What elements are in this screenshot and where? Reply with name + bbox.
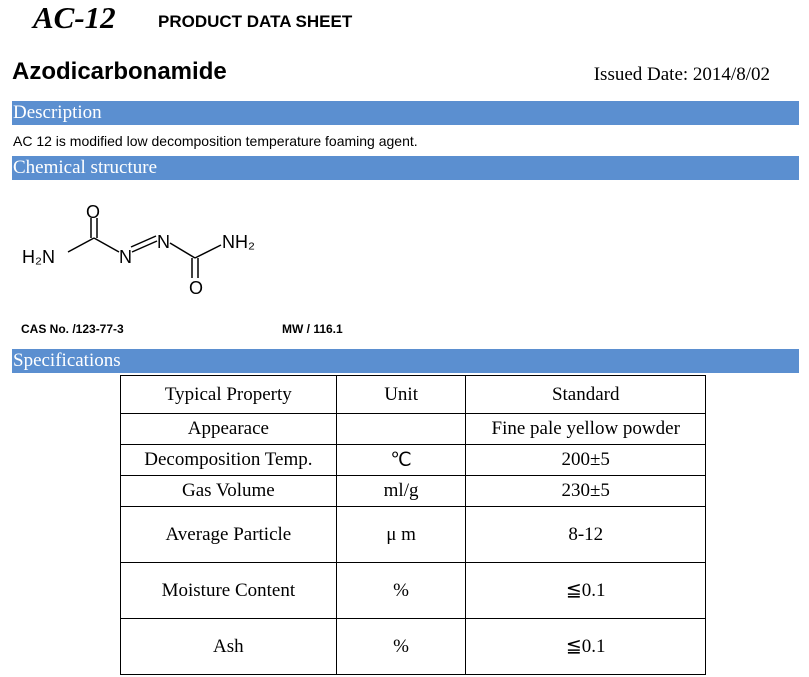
unit-cell [336, 414, 466, 445]
molecular-weight: MW / 116.1 [282, 322, 343, 336]
standard-cell: Fine pale yellow powder [466, 414, 706, 445]
description-text: AC 12 is modified low decomposition temperature foaming agent. [13, 133, 418, 149]
standard-cell: 8-12 [466, 507, 706, 563]
standard-cell: ≦0.1 [466, 563, 706, 619]
standard-cell: 230±5 [466, 476, 706, 507]
unit-cell: ml/g [336, 476, 466, 507]
bond-n-n-double-a [131, 236, 156, 247]
table-row [121, 507, 706, 563]
column-header-property: Typical Property [121, 376, 337, 414]
property-cell: Average Particle [121, 507, 337, 563]
atom-o-bottom: O [189, 278, 204, 298]
bond-n-n-double-b [132, 241, 157, 252]
standard-cell: ≦0.1 [466, 619, 706, 675]
column-header-unit: Unit [336, 376, 466, 414]
property-cell: Gas Volume [121, 476, 337, 507]
unit-cell: % [336, 619, 466, 675]
atom-h2n: H₂N [22, 247, 55, 267]
atom-o-top: O [86, 202, 101, 222]
unit-cell: ℃ [336, 445, 466, 476]
bond-c1-n [94, 238, 119, 252]
description-section-header: Description [12, 101, 799, 125]
property-cell: Decomposition Temp. [121, 445, 337, 476]
document-type-title: PRODUCT DATA SHEET [158, 12, 353, 31]
issued-date: Issued Date: 2014/8/02 [593, 64, 770, 85]
table-row [121, 414, 706, 445]
property-cell: Moisture Content [121, 563, 337, 619]
chemical-structure-section-header: Chemical structure [12, 156, 799, 180]
bond-c2-n [195, 245, 221, 258]
atom-n-right: N [157, 232, 170, 252]
cas-number: CAS No. /123-77-3 [21, 322, 124, 336]
specifications-section-header: Specifications [12, 349, 799, 373]
table-header-row [121, 376, 706, 414]
standard-cell: 200±5 [466, 445, 706, 476]
chemical-structure-diagram [18, 200, 288, 300]
column-header-standard: Standard [466, 376, 706, 414]
property-cell: Appearace [121, 414, 337, 445]
specifications-table [120, 375, 706, 675]
table-row [121, 563, 706, 619]
bond-n-c2 [170, 243, 195, 258]
table-row [121, 445, 706, 476]
property-cell: Ash [121, 619, 337, 675]
unit-cell: μ m [336, 507, 466, 563]
product-code-logo: AC-12 [33, 0, 116, 35]
table-row [121, 619, 706, 675]
unit-cell: % [336, 563, 466, 619]
bond-n-c1 [68, 238, 94, 252]
atom-n-left: N [119, 247, 132, 267]
atom-nh2: NH₂ [222, 232, 255, 252]
table-row [121, 476, 706, 507]
product-name: Azodicarbonamide [12, 58, 227, 85]
